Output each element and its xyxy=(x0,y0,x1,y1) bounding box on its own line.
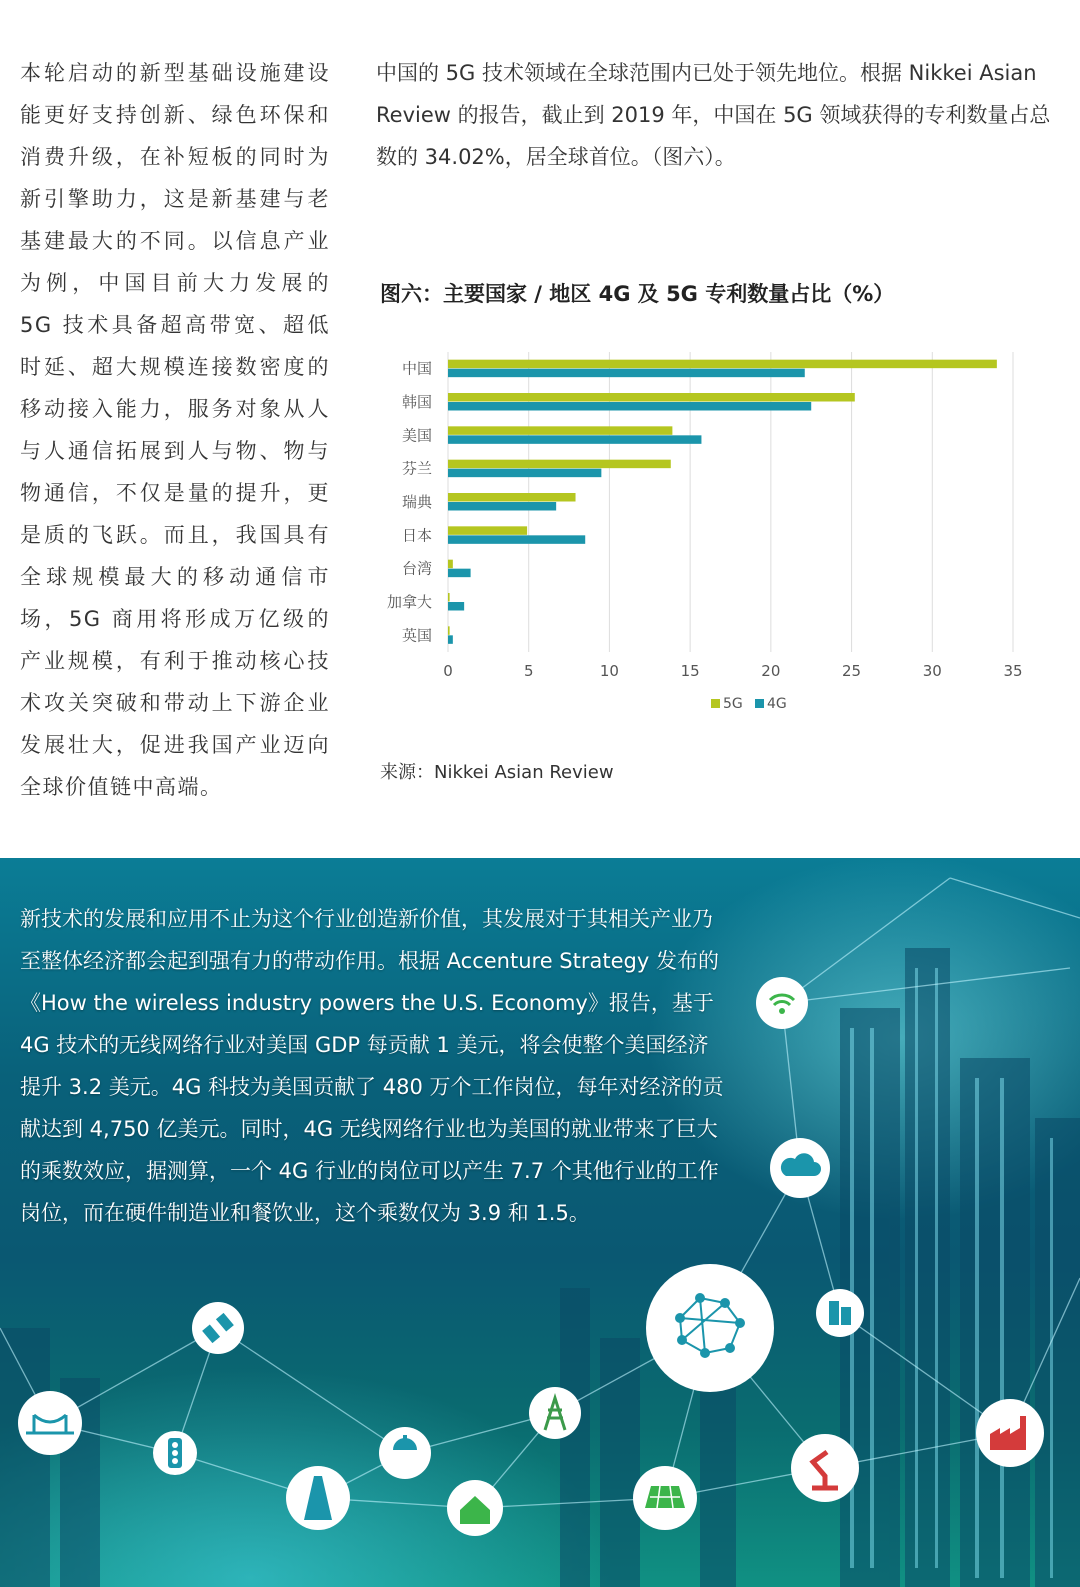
tech-illustration-section xyxy=(0,858,1080,1587)
robot-arm-icon xyxy=(791,1434,859,1502)
bar-5g-6 xyxy=(448,560,453,569)
home-icon xyxy=(447,1480,503,1536)
category-label: 台湾 xyxy=(401,559,432,578)
factory-icon xyxy=(976,1399,1044,1467)
bar-5g-1 xyxy=(448,393,855,402)
solar-panel-icon xyxy=(633,1466,697,1530)
category-label: 日本 xyxy=(401,526,432,545)
bar-4g-3 xyxy=(448,469,601,478)
satellite-icon xyxy=(192,1302,244,1354)
brain-network-icon xyxy=(646,1264,774,1392)
category-label: 韩国 xyxy=(401,393,432,411)
bottom-paragraph: 新技术的发展和应用不止为这个行业创造新价值，其发展对于其相关产业乃至整体经济都会起到强有力的带动作用。根据 Accenture Strategy 发布的《How the wireless industry powers the U.S. Economy》报告，基于 4G 技术的无线网络行业对美国 GDP 每贡献 1 美元，将会使整个美国经济提升 3.2 美元。4G 科技为美国贡献了 480 万个工作岗位，每年对经济的贡献达到 4,750 亿美元。同时，4G 无线网络行业也为美国的就业带来了巨大的乘数效应，据测算，一个 4G 行业的岗位可以产生 7.7 个其他行业的工作岗位，而在硬件制造业和餐饮业，这个乘数仅为 3.9 和 1.5。 xyxy=(20,907,724,1225)
bar-5g-2 xyxy=(448,426,672,435)
road-icon xyxy=(286,1466,350,1530)
bar-5g-3 xyxy=(448,460,671,469)
cloud-icon xyxy=(770,1138,830,1198)
x-tick-label: 15 xyxy=(680,662,700,680)
bar-4g-6 xyxy=(448,569,471,578)
left-column-paragraph: 本轮启动的新型基础设施建设能更好支持创新、绿色环保和消费升级，在补短板的同时为新引擎助力，这是新基建与老基建最大的不同。以信息产业为例，中国目前大力发展的 5G 技术具备超高带宽、超低时延、超大规模连接数密度的移动接入能力，服务对象从人与人通信拓展到人与物、物与物通信，不仅是量的提升，更是质的飞跃。而且，我国具有全球规模最大的移动通信市场，5G 商用将形成万亿级的产业规模，有利于推动核心技术攻关突破和带动上下游企业发展壮大，促进我国产业迈向全球价值链中高端。 xyxy=(20,61,330,799)
traffic-light-icon xyxy=(153,1431,197,1475)
category-label: 瑞典 xyxy=(401,493,432,511)
chart-title: 图六：主要国家 / 地区 4G 及 5G 专利数量占比（%） xyxy=(380,282,895,306)
category-label: 英国 xyxy=(401,626,432,645)
wifi-icon xyxy=(756,977,808,1029)
bar-4g-4 xyxy=(448,502,556,511)
bar-5g-7 xyxy=(448,593,450,602)
bar-5g-4 xyxy=(448,493,576,502)
legend-swatch xyxy=(711,699,720,708)
bar-5g-5 xyxy=(448,526,527,535)
bar-5g-8 xyxy=(448,626,450,635)
street-lamp-icon xyxy=(379,1427,431,1479)
category-label: 加拿大 xyxy=(386,593,432,611)
x-tick-label: 10 xyxy=(599,662,619,680)
legend-swatch xyxy=(755,699,764,708)
legend-label: 5G xyxy=(723,696,743,712)
x-tick-label: 30 xyxy=(922,662,942,680)
category-label: 芬兰 xyxy=(401,459,432,478)
x-tick-label: 5 xyxy=(523,662,534,680)
bridge-icon xyxy=(18,1391,82,1455)
chart-source: 来源：Nikkei Asian Review xyxy=(380,762,614,783)
x-tick-label: 35 xyxy=(1003,662,1023,680)
patent-share-bar-chart xyxy=(360,340,1060,730)
power-tower-icon xyxy=(529,1387,581,1439)
x-tick-label: 20 xyxy=(761,662,781,680)
bar-4g-2 xyxy=(448,435,701,444)
bar-4g-0 xyxy=(448,369,805,378)
right-intro-paragraph: 中国的 5G 技术领域在全球范围内已处于领先地位。根据 Nikkei Asian Review 的报告，截止到 2019 年，中国在 5G 领域获得的专利数量占总数的 34.02%，居全球首位。（图六）。 xyxy=(376,61,1051,169)
bar-5g-0 xyxy=(448,360,997,369)
bar-4g-5 xyxy=(448,535,585,544)
bar-4g-7 xyxy=(448,602,464,611)
x-tick-label: 25 xyxy=(842,662,862,680)
bar-4g-1 xyxy=(448,402,811,411)
building-icon xyxy=(816,1289,864,1337)
category-label: 中国 xyxy=(401,359,432,378)
legend-label: 4G xyxy=(767,696,787,712)
bar-4g-8 xyxy=(448,635,453,644)
x-tick-label: 0 xyxy=(443,662,453,680)
category-label: 美国 xyxy=(401,426,432,445)
